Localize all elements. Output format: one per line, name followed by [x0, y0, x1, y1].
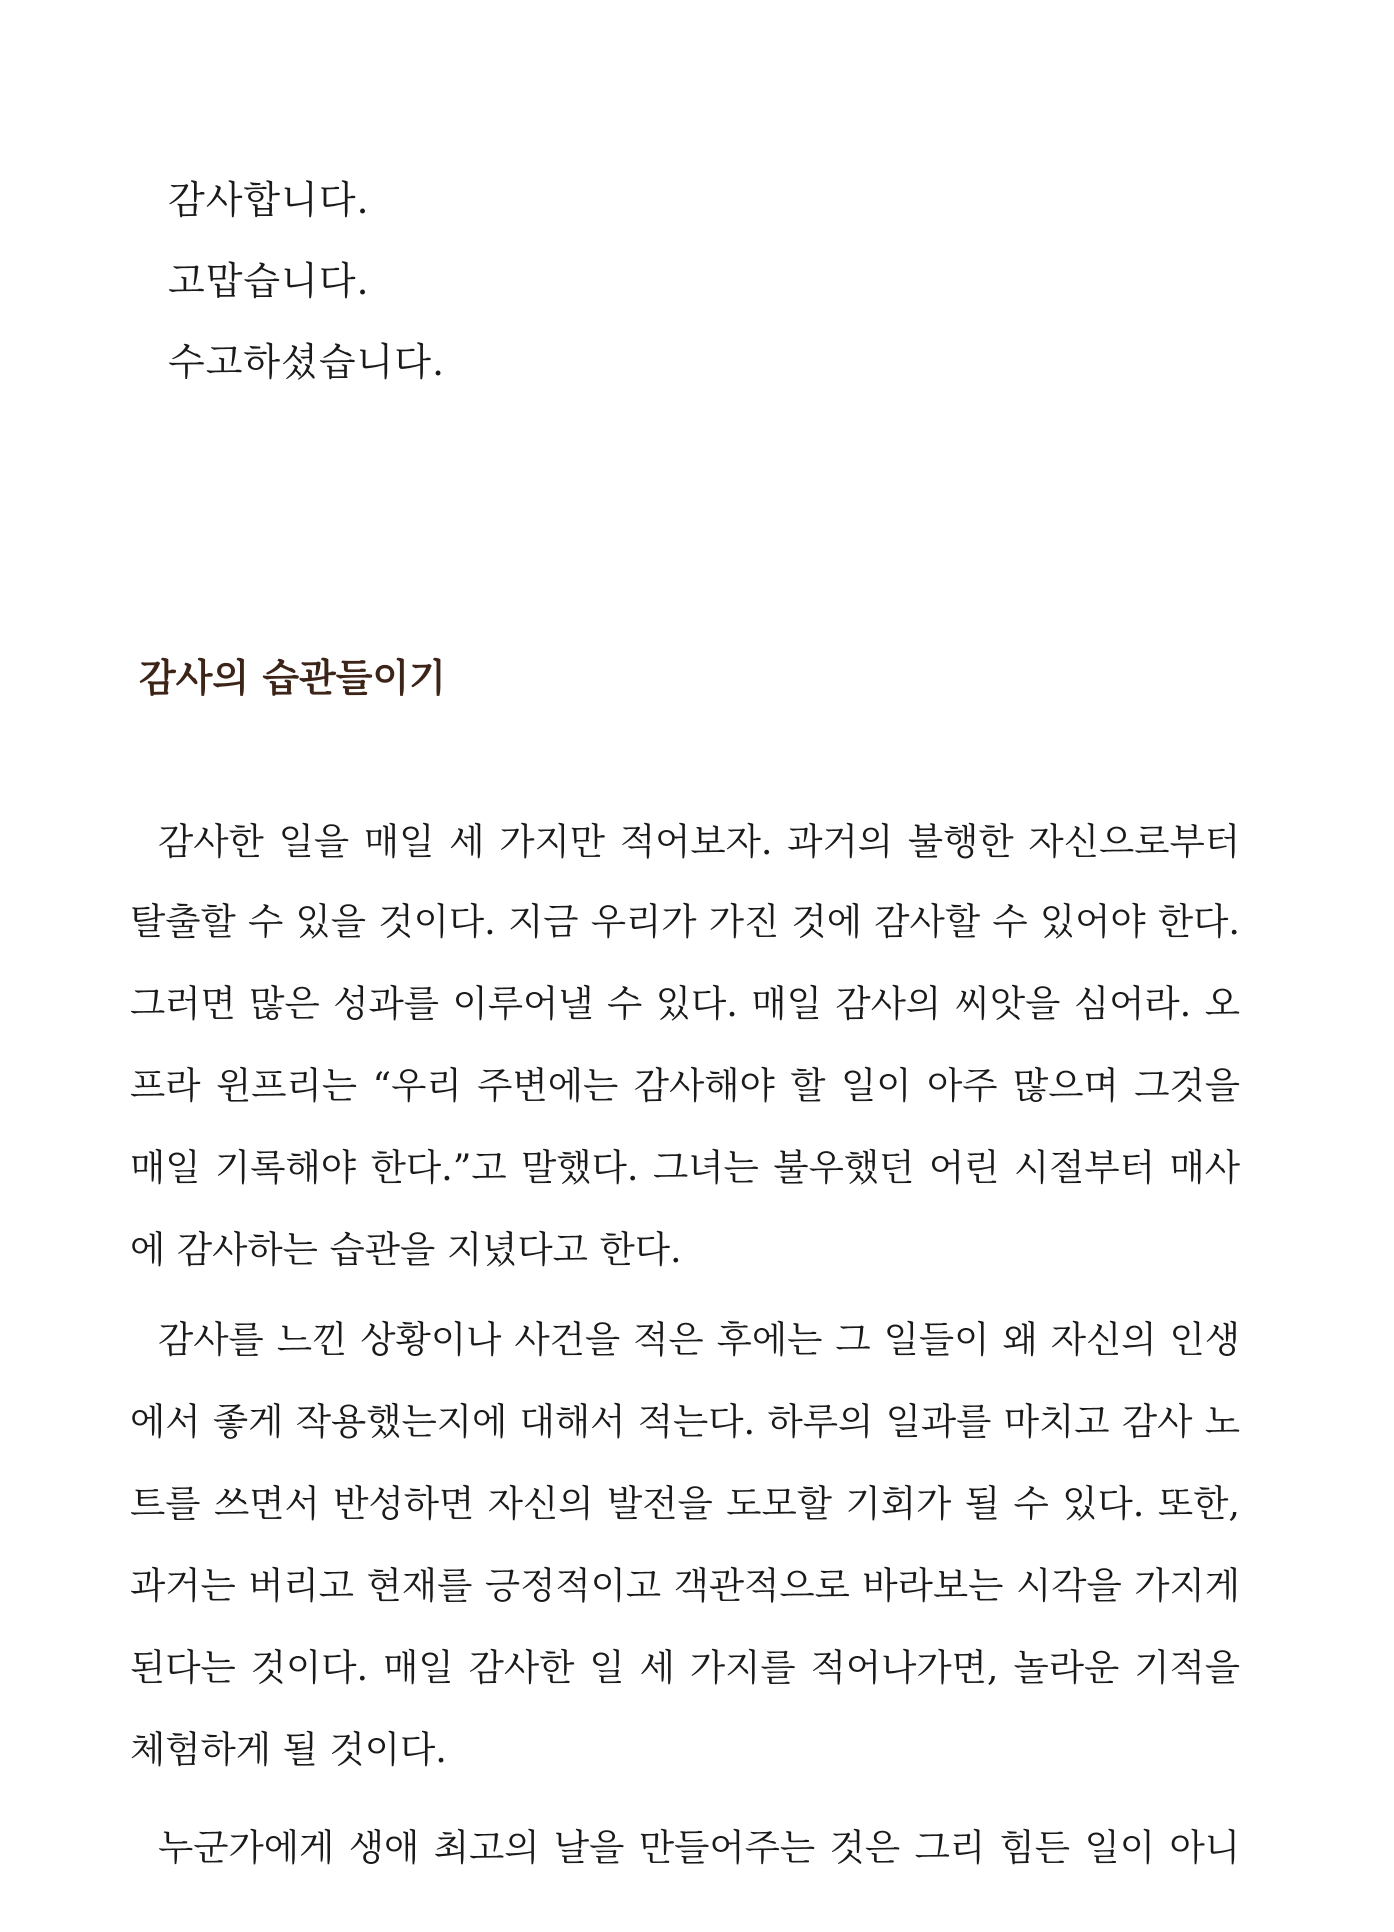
paragraph-line: 그러면 많은 성과를 이루어낼 수 있다. 매일 감사의 씨앗을 심어라. 오	[130, 982, 1240, 1025]
greeting-thank-you: 감사합니다.	[168, 178, 370, 222]
paragraph-line: 트를 쓰면서 반성하면 자신의 발전을 도모할 기회가 될 수 있다. 또한,	[130, 1482, 1240, 1525]
section-title: 감사의 습관들이기	[139, 656, 446, 700]
paragraph-line: 에 감사하는 습관을 지녔다고 한다.	[130, 1228, 682, 1271]
paragraph-line: 누군가에게 생애 최고의 날을 만들어주는 것은 그리 힘든 일이 아니	[158, 1826, 1240, 1869]
paragraph-line: 체험하게 될 것이다.	[130, 1728, 447, 1771]
paragraph-line: 감사를 느낀 상황이나 사건을 적은 후에는 그 일들이 왜 자신의 인생	[158, 1318, 1240, 1361]
paragraph-line: 프라 윈프리는 “우리 주변에는 감사해야 할 일이 아주 많으며 그것을	[130, 1064, 1240, 1107]
paragraph-line: 매일 기록해야 한다.”고 말했다. 그녀는 불우했던 어린 시절부터 매사	[130, 1146, 1240, 1189]
greeting-grateful: 고맙습니다.	[168, 259, 370, 303]
greeting-good-work: 수고하셨습니다.	[168, 340, 446, 384]
paragraph-line: 과거는 버리고 현재를 긍정적이고 객관적으로 바라보는 시각을 가지게	[130, 1564, 1240, 1607]
paragraph-line: 탈출할 수 있을 것이다. 지금 우리가 가진 것에 감사할 수 있어야 한다.	[130, 900, 1240, 943]
paragraph-line: 에서 좋게 작용했는지에 대해서 적는다. 하루의 일과를 마치고 감사 노	[130, 1400, 1240, 1443]
paragraph-line: 감사한 일을 매일 세 가지만 적어보자. 과거의 불행한 자신으로부터	[158, 820, 1240, 863]
paragraph-line: 된다는 것이다. 매일 감사한 일 세 가지를 적어나가면, 놀라운 기적을	[130, 1646, 1240, 1689]
